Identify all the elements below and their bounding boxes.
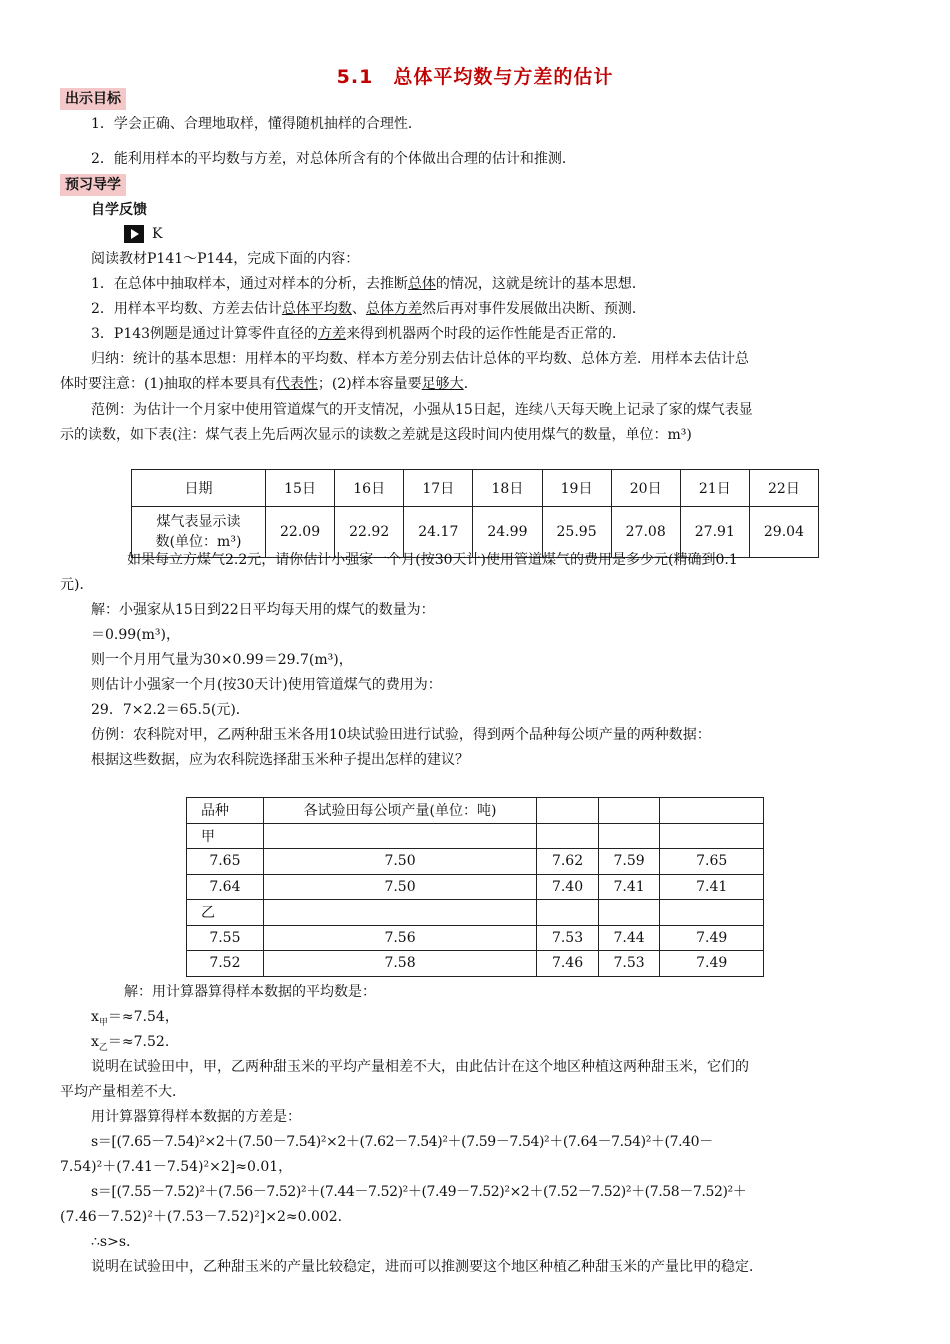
table2-cell: 7.56 bbox=[263, 925, 536, 951]
gas-meter-table bbox=[131, 469, 819, 558]
table1-row-label: 煤气表显示读 数(单位：m³) bbox=[132, 507, 266, 558]
table2-cell: 7.52 bbox=[187, 951, 264, 977]
table2-cell: 7.41 bbox=[598, 874, 660, 900]
table2-cell: 7.46 bbox=[537, 951, 599, 977]
corn-yield-table bbox=[186, 797, 764, 977]
summary-line-2: 体时要注意：(1)抽取的样本要具有代表性；(2)样本容量要足够大． bbox=[60, 376, 478, 392]
table1-date: 17日 bbox=[404, 470, 473, 507]
table1-reading: 24.17 bbox=[404, 507, 473, 558]
table1-date: 22日 bbox=[749, 470, 818, 507]
section-tag-objectives: 出示目标 bbox=[60, 88, 126, 110]
reading-instruction: 阅读教材P141～P144，完成下面的内容： bbox=[91, 251, 360, 267]
table1-date: 20日 bbox=[611, 470, 680, 507]
practice-line-2: 根据这些数据，应为农科院选择甜玉米种子提出怎样的建议？ bbox=[91, 752, 469, 768]
table2-body bbox=[187, 798, 764, 977]
table2-cell: 7.40 bbox=[537, 874, 599, 900]
variance-b-line-1: s＝[(7.55－7.52)²＋(7.56－7.52)²＋(7.44－7.52)²＋(7.49－7.52)²×2＋(7.52－7.52)²＋(7.58－7.52)²＋ bbox=[91, 1184, 747, 1200]
table2-cell: 7.58 bbox=[263, 951, 536, 977]
table1-reading: 27.91 bbox=[680, 507, 749, 558]
objective-2: 2．能利用样本的平均数与方差，对总体所含有的个体做出合理的估计和推测． bbox=[91, 151, 576, 167]
section-tag-preview: 预习导学 bbox=[60, 174, 126, 196]
table1-date: 18日 bbox=[473, 470, 542, 507]
table2-cell: 甲 bbox=[187, 823, 264, 849]
solution-1-step-3: 则一个月用气量为30×0.99＝29.7(m³)， bbox=[91, 652, 353, 668]
k-marker bbox=[124, 223, 162, 245]
table2-cell bbox=[598, 900, 660, 926]
table2-cell bbox=[660, 823, 764, 849]
cost-question-2: 元)． bbox=[60, 577, 94, 593]
table1-date: 16日 bbox=[335, 470, 404, 507]
solution-1-step-2: ＝0.99(m³)， bbox=[91, 627, 180, 643]
table2-cell: 7.50 bbox=[263, 874, 536, 900]
table1-date: 19日 bbox=[542, 470, 611, 507]
table2-cell bbox=[598, 823, 660, 849]
table-row bbox=[187, 849, 764, 875]
table1-reading: 29.04 bbox=[749, 507, 818, 558]
play-icon bbox=[124, 225, 144, 243]
example-line-2: 示的读数，如下表(注：煤气表上先后两次显示的读数之差就是这段时间内使用煤气的数量，单位：m³) bbox=[60, 427, 692, 443]
table1-reading: 22.09 bbox=[266, 507, 335, 558]
table-row bbox=[187, 900, 764, 926]
objective-1: 1．学会正确、合理地取样，懂得随机抽样的合理性． bbox=[91, 116, 422, 132]
table2-cell: 7.64 bbox=[187, 874, 264, 900]
table2-cell: 7.49 bbox=[660, 925, 764, 951]
solution-1-step-1: 解：小强家从15日到22日平均每天用的煤气的数量为： bbox=[91, 602, 435, 618]
table2-cell bbox=[263, 900, 536, 926]
table-row bbox=[187, 798, 764, 824]
table2-cell: 7.41 bbox=[660, 874, 764, 900]
table2-cell: 7.53 bbox=[537, 925, 599, 951]
table2-cell: 7.55 bbox=[187, 925, 264, 951]
table2-cell: 7.65 bbox=[660, 849, 764, 875]
variance-intro: 用计算器算得样本数据的方差是： bbox=[91, 1109, 301, 1125]
table-row bbox=[187, 874, 764, 900]
table1-header-label: 日期 bbox=[132, 470, 266, 507]
table2-cell: 乙 bbox=[187, 900, 264, 926]
example-line-1: 范例：为估计一个月家中使用管道煤气的开支情况，小强从15日起，连续八天每天晚上记录了家的煤气表显 bbox=[91, 402, 753, 418]
mean-a: $x_甲=\approx 7.54$， bbox=[91, 1009, 179, 1028]
page-title: 5.1 总体平均数与方差的估计 bbox=[336, 66, 614, 88]
final-conclusion: 说明在试验田中，乙种甜玉米的产量比较稳定，进而可以推测要这个地区种植乙种甜玉米的产量比甲的稳定． bbox=[91, 1259, 763, 1275]
table2-cell bbox=[537, 798, 599, 824]
question-3: 3．P143例题是通过计算零件直径的方差来得到机器两个时段的运作性能是否正常的． bbox=[91, 326, 627, 342]
table2-cell: 7.62 bbox=[537, 849, 599, 875]
table1-reading: 22.92 bbox=[335, 507, 404, 558]
question-1: 1．在总体中抽取样本，通过对样本的分析，去推断总体的情况，这就是统计的基本思想． bbox=[91, 276, 646, 292]
variance-compare: ∴s>s. bbox=[91, 1234, 131, 1250]
cost-question-1: 如果每立方煤气2.2元，请你估计小强家一个月(按30天计)使用管道煤气的费用是多少元(精确到0.1 bbox=[127, 552, 738, 568]
variance-a-line-1: s＝[(7.65－7.54)²×2＋(7.50－7.54)²×2＋(7.62－7.54)²＋(7.59－7.54)²＋(7.64－7.54)²＋(7.40－ bbox=[91, 1134, 713, 1150]
table-row bbox=[187, 925, 764, 951]
summary-line-1: 归纳：统计的基本思想：用样本的平均数、样本方差分别去估计总体的平均数、总体方差．用样本去估计总 bbox=[91, 351, 749, 367]
table2-cell bbox=[660, 900, 764, 926]
table1-reading: 27.08 bbox=[611, 507, 680, 558]
variance-a-line-2: 7.54)²＋(7.41－7.54)²×2]≈0.01， bbox=[60, 1159, 293, 1175]
table2-cell bbox=[598, 798, 660, 824]
table1-reading: 25.95 bbox=[542, 507, 611, 558]
table1-date: 21日 bbox=[680, 470, 749, 507]
question-2: 2．用样本平均数、方差去估计总体平均数、总体方差然后再对事件发展做出决断、预测． bbox=[91, 301, 646, 317]
table2-cell bbox=[660, 798, 764, 824]
mean-b: $x_乙=\approx 7.52$. bbox=[91, 1034, 170, 1053]
table2-cell bbox=[263, 823, 536, 849]
conclusion-mean-2: 平均产量相差不大． bbox=[60, 1084, 186, 1100]
table1-date: 15日 bbox=[266, 470, 335, 507]
table-row bbox=[187, 823, 764, 849]
table2-cell bbox=[537, 823, 599, 849]
variance-b-line-2: (7.46－7.52)²＋(7.53－7.52)²]×2≈0.002. bbox=[60, 1209, 343, 1225]
solution-1-step-5: 29．7×2.2＝65.5(元)． bbox=[91, 702, 250, 718]
table2-cell: 7.49 bbox=[660, 951, 764, 977]
table2-cell: 7.50 bbox=[263, 849, 536, 875]
table2-cell: 7.65 bbox=[187, 849, 264, 875]
subhead-self-study: 自学反馈 bbox=[91, 202, 147, 218]
practice-line-1: 仿例：农科院对甲，乙两种甜玉米各用10块试验田进行试验，得到两个品种每公顷产量的两种数据： bbox=[91, 727, 711, 743]
table2-cell: 7.53 bbox=[598, 951, 660, 977]
table2-cell: 品种 bbox=[187, 798, 264, 824]
table1-reading: 24.99 bbox=[473, 507, 542, 558]
table2-cell bbox=[537, 900, 599, 926]
table2-cell: 各试验田每公顷产量(单位：吨) bbox=[263, 798, 536, 824]
table-row bbox=[187, 951, 764, 977]
table2-cell: 7.44 bbox=[598, 925, 660, 951]
k-label: K bbox=[152, 226, 163, 242]
table2-cell: 7.59 bbox=[598, 849, 660, 875]
solution-2-step-1: 解：用计算器算得样本数据的平均数是： bbox=[124, 984, 376, 1000]
solution-1-step-4: 则估计小强家一个月(按30天计)使用管道煤气的费用为： bbox=[91, 677, 442, 693]
conclusion-mean-1: 说明在试验田中，甲，乙两种甜玉米的平均产量相差不大，由此估计在这个地区种植这两种甜玉米，它们的 bbox=[91, 1059, 749, 1075]
